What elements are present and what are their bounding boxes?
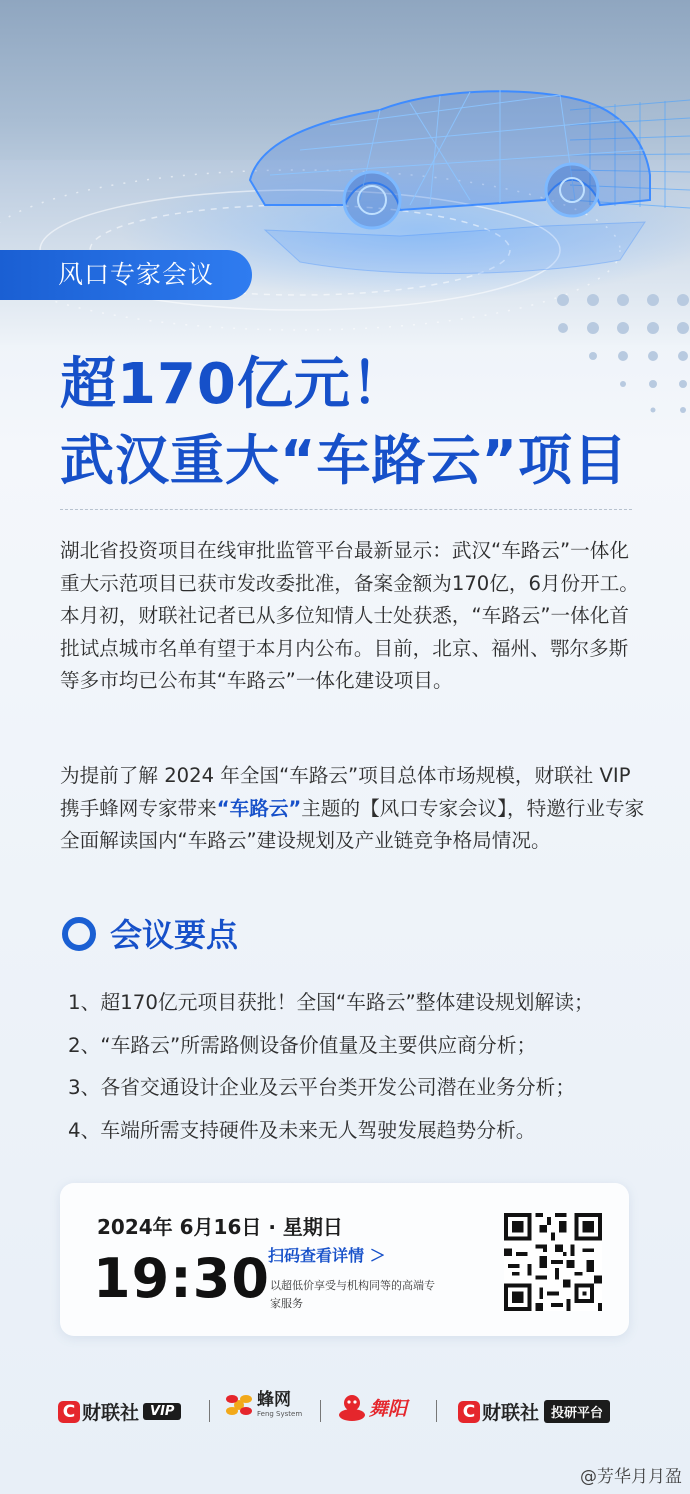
list-item: 3、各省交通设计企业及云平台类开发公司潜在业务分析； — [68, 1076, 576, 1099]
category-tag: 风口专家会议 — [0, 250, 252, 300]
logo-separator — [209, 1400, 210, 1422]
list-item: 4、车端所需支持硬件及未来无人驾驶发展趋势分析。 — [68, 1118, 536, 1142]
wuyang-name: 舞阳 — [369, 1397, 408, 1420]
cls-research-name: 财联社 — [482, 1402, 540, 1424]
event-card — [60, 1183, 629, 1336]
list-item: 2、“车路云”所需路侧设备价值量及主要供应商分析； — [68, 1033, 537, 1057]
divider — [60, 509, 632, 510]
ring-icon — [62, 917, 96, 951]
section-title: 会议要点 — [110, 916, 239, 954]
fengwang-subtitle: Feng System — [257, 1410, 303, 1418]
wuyang-mascot-icon — [337, 1393, 367, 1421]
event-date: 2024年 6月16日 · 星期日 — [97, 1215, 343, 1239]
list-item: 1、超170亿元项目获批！全国“车路云”整体建设规划解读； — [68, 991, 594, 1014]
cls-vip-name: 财联社 — [82, 1402, 140, 1424]
cls-research-logo — [458, 1398, 610, 1425]
event-paragraph-text-2: 主题的【风口专家会议】，特邀行业专家全面解读国内“车路云”建设规划及产业链竞争格局情况。 — [60, 796, 645, 853]
event-paragraph-text-1: 为提前了解 2024 年全国“车路云”项目总体市场规模，财联社 VIP 携手蜂网专家带来 — [60, 764, 631, 820]
fengwang-name: 蜂网 — [257, 1390, 291, 1410]
qr-code-icon[interactable] — [504, 1213, 602, 1311]
service-note: 以超低价享受与机构同等的高端专家服务 — [270, 1279, 435, 1310]
vip-badge: VIP — [143, 1403, 181, 1420]
key-points-list — [68, 982, 594, 1152]
intro-paragraph: 湖北省投资项目在线审批监管平台最新显示：武汉“车路云”一体化重大示范项目已获市发改委批准，备案金额为170亿，6月份开工。本月初，财联社记者已从多位知情人士处获悉，“车路云”一体化首批试点城市名单有望于本月内公布。目前，北京、福州、鄂尔多斯等多市均已公布其“车路云”一体化建设项目。 — [60, 539, 639, 693]
headline-line-2: 武汉重大“车路云”项目 — [60, 429, 628, 492]
event-paragraph — [60, 760, 645, 858]
decorative-dot-grid — [555, 292, 690, 422]
logo-separator — [436, 1400, 437, 1422]
fengwang-logo — [224, 1390, 302, 1420]
highlight-keyword: “车路云” — [216, 796, 302, 820]
weibo-watermark: @芳华月月盈 — [580, 1467, 682, 1487]
cls-vip-logo — [58, 1398, 181, 1425]
bee-icon — [224, 1390, 254, 1420]
event-time: 19:30 — [93, 1247, 270, 1310]
scan-details-link[interactable]: 扫码查看详情 ＞ — [268, 1246, 386, 1265]
cls-c-icon: C — [458, 1401, 480, 1423]
headline-line-1: 超170亿元！ — [60, 352, 408, 417]
cls-c-icon: C — [58, 1401, 80, 1423]
wuyang-logo — [337, 1393, 407, 1421]
research-platform-badge: 投研平台 — [544, 1400, 610, 1423]
logo-separator — [320, 1400, 321, 1422]
